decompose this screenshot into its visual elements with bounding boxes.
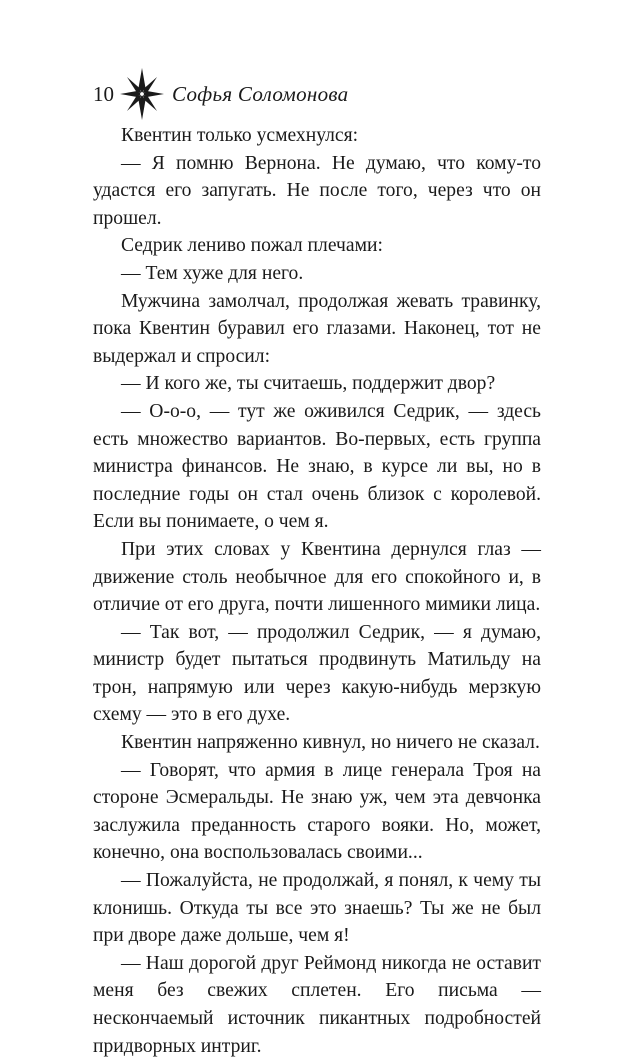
eight-point-star-icon [118,66,166,122]
paragraph-2: — Я помню Вернона. Не думаю, что кому-то удастся его запугать. Не после того, через что он прошел. [93,152,541,229]
paragraph-8: При этих словах у Квентина дернулся глаз — движение столь необычное для его спокойного и, в отличие от его друга, почти лишенного мимики лица. [93,538,541,616]
paragraph-13: — Наш дорогой друг Реймонд никогда не оставит меня без свежих сплетен. Его письма — нескончаемый источник пикантных подробностей придворных интриг. [93,952,541,1057]
paragraph-4: — Тем хуже для него. [121,262,304,284]
paragraph-11: — Говорят, что армия в лице генерала Троя на стороне Эсмеральды. Не знаю уж, чем эта девчонка заслужила преданность старого вояки. Но, может, конечно, она воспользовалась своими... [93,759,541,864]
paragraph-5: Мужчина замолчал, продолжая жевать травинку, пока Квентин буравил его глазами. Наконец, тот не выдержал и спросил: [93,290,541,367]
paragraph-6: — И кого же, ты считаешь, поддержит двор? [121,373,496,395]
paragraph-1: Квентин только усмехнулся: [121,125,359,146]
running-header [93,64,348,124]
author-name: Софья Соломонова [172,81,349,106]
paragraph-7: — О-о-о, — тут же оживился Седрик, — здесь есть множество вариантов. Во-первых, есть группа министра финансов. Не знаю, в курсе ли вы, но в последние годы он стал очень близок с королевой. Если вы понимаете, о чем я. [93,400,541,533]
paragraph-10: Квентин напряженно кивнул, но ничего не сказал. [121,732,540,754]
paragraph-9: — Так вот, — продолжил Седрик, — я думаю, министр будет пытаться продвинуть Матильду на трон, напрямую или через какую-нибудь мерзкую схему — это в его духе. [93,621,541,726]
page-number: 10 [93,81,114,106]
paragraph-12: — Пожалуйста, не продолжай, я понял, к чему ты клонишь. Откуда ты все это знаешь? Ты же не был при дворе даже дольше, чем я! [93,870,541,947]
text-body [93,122,541,1060]
paragraph-3: Седрик лениво пожал плечами: [121,235,383,257]
